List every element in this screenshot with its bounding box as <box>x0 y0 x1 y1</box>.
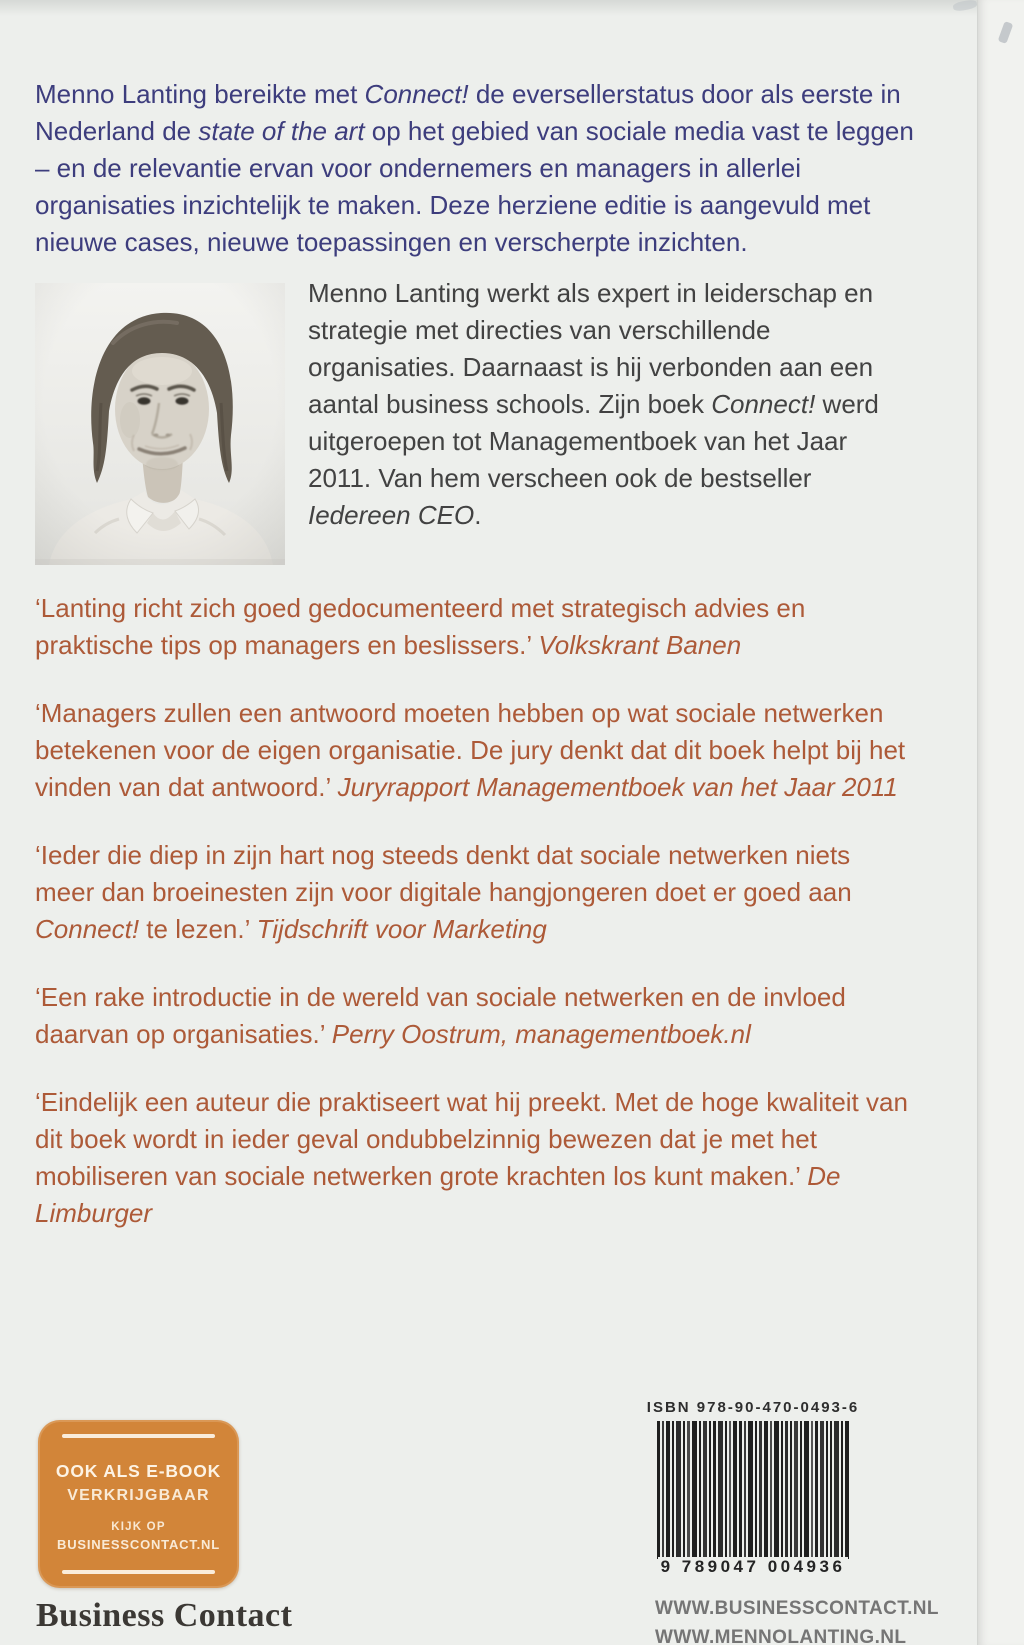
badge-line-ebook: OOK ALS E-BOOK <box>55 1461 222 1481</box>
quote-juryrapport <box>35 695 913 806</box>
text-segment-italic: Connect! <box>711 389 816 419</box>
scan-top-band <box>0 0 1024 16</box>
author-section <box>35 278 915 565</box>
quote-managementboek <box>35 979 913 1053</box>
quote-limburger <box>35 1084 913 1232</box>
quote-text: ‘Eindelijk een auteur die praktiseert wat hij preekt. Met de hoge kwaliteit van dit boek wordt in ieder geval ondubbelzinnig bewezen dat je met het mobiliseren van sociale netwerken grote krachten los kunt maken.’ <box>35 1087 908 1191</box>
isbn-number: ISBN 978-90-470-0493-6 <box>646 1399 860 1416</box>
intro-paragraph <box>35 76 917 261</box>
footer-urls <box>655 1594 939 1645</box>
barcode-digits: 9 789047 004936 <box>658 1557 849 1577</box>
quote-source: Volkskrant Banen <box>538 630 742 660</box>
badge-rule-top <box>62 1434 215 1438</box>
text-segment: . <box>474 500 482 530</box>
publisher-logo: Business Contact <box>36 1597 293 1634</box>
text-segment-italic: Iedereen CEO <box>308 500 475 530</box>
text-segment: de eversellerstatus door als eerste in Nederland de <box>35 79 901 146</box>
text-segment: werd uitgeroepen tot Managementboek van het Jaar 2011. Van hem verscheen ook de bestseller <box>308 389 879 493</box>
url-businesscontact: WWW.BUSINESSCONTACT.NL <box>655 1598 939 1619</box>
quote-source: Juryrapport Managementboek van het Jaar 2011 <box>337 772 898 802</box>
text-segment: Menno Lanting werkt als expert in leiderschap en strategie met directies van verschillende organisaties. Daarnaast is hij verbonden aan een aantal business schools. Zijn boek <box>308 278 874 419</box>
press-quotes <box>35 590 913 1263</box>
quote-source: De Limburger <box>35 1161 841 1228</box>
author-bio <box>308 275 915 534</box>
quote-volkskrant <box>35 590 913 664</box>
quote-text: te lezen.’ <box>139 914 257 944</box>
quote-tijdschrift <box>35 837 913 948</box>
quote-text: ‘Lanting richt zich goed gedocumenteerd met strategisch advies en praktische tips op managers en beslissers.’ <box>35 593 806 660</box>
text-segment-italic: Connect! <box>364 79 469 109</box>
quote-text: ‘Managers zullen een antwoord moeten hebben op wat sociale netwerken betekenen voor de eigen organisatie. De jury denkt dat dit boek helpt bij het vinden van dat antwoord.’ <box>35 698 906 802</box>
author-portrait-photo <box>35 283 285 565</box>
badge-line-site: BUSINESSCONTACT.NL <box>57 1537 220 1552</box>
ebook-badge <box>38 1420 239 1588</box>
quote-source: Tijdschrift voor Marketing <box>256 914 547 944</box>
badge-line-verkrijgbaar: VERKRIJGBAAR <box>67 1487 210 1504</box>
badge-rule-bottom <box>62 1570 215 1574</box>
url-mennolanting: WWW.MENNOLANTING.NL <box>655 1627 907 1645</box>
text-segment: Menno Lanting bereikte met <box>35 79 365 109</box>
quote-text-italic: Connect! <box>35 914 140 944</box>
quote-source: Perry Oostrum, managementboek.nl <box>331 1019 751 1049</box>
badge-line-kijkop: KIJK OP <box>111 1521 166 1533</box>
quote-text: ‘Ieder die diep in zijn hart nog steeds denkt dat sociale netwerken niets meer dan broeinesten zijn voor digitale hangjongeren doet er goed aan <box>35 840 852 907</box>
text-segment-italic: state of the art <box>198 116 365 146</box>
isbn-block <box>640 1399 866 1577</box>
barcode-icon <box>657 1421 849 1559</box>
quote-text: ‘Een rake introductie in de wereld van sociale netwerken en de invloed daarvan op organisaties.’ <box>35 982 846 1049</box>
book-page-edge <box>977 0 1024 1645</box>
portrait-illustration <box>35 283 285 565</box>
text-segment: op het gebied van sociale media vast te leggen – en de relevantie ervan voor ondernemers en managers in allerlei organisaties inzichtelijk te maken. Deze herziene editie is aangevuld met nieuwe cases, nieuwe toepassingen en verscherpte inzichten. <box>35 116 914 257</box>
